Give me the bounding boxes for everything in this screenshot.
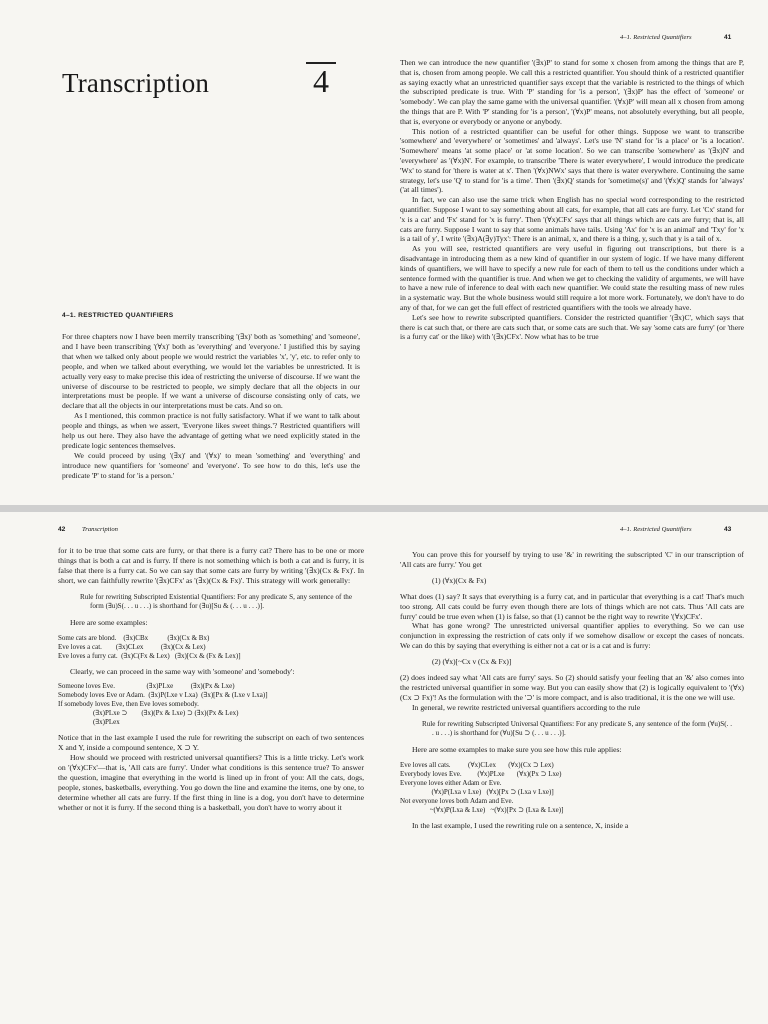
- paragraph: How should we proceed with restricted universal quantifiers? This is a little tricky. Let's work on '(∀x)CFx'—that is, 'All cats are furry'. Under what conditions is this sentence true? To answer the question, imagine that everything in the world is lined up in front of you: All the cats, dogs, people, stones, basketballs, everything. You go down the line and examine the items, one by one, to determine whether all cats are furry. If the first thing in line is a dog, you don't have to determine whether or not it is furry. If the second thing is a basketball, you don't have to worry about it: [58, 753, 364, 812]
- example-row: ~(∀x)P(Lxa & Lxe) ~(∀x)[Px ⊃ (Lxa & Lxe)]: [400, 805, 564, 814]
- page-40-body: [62, 332, 360, 481]
- examples-table: [58, 682, 364, 727]
- example-row: Everyone loves either Adam or Eve.: [400, 778, 502, 787]
- paragraph: Here are some examples to make sure you see how this rule applies:: [412, 744, 622, 754]
- section-heading: 4–1. RESTRICTED QUANTIFIERS: [62, 312, 174, 319]
- page-40: [0, 0, 384, 505]
- page-number: 43: [724, 526, 732, 533]
- example-row: Someone loves Eve. (∃x)PLxe (∃x)(Px & Lxe): [58, 682, 235, 691]
- page-43-body: [400, 550, 744, 831]
- example-row: If somebody loves Eve, then Eve loves somebody.: [58, 700, 199, 709]
- paragraph: Here are some examples:: [70, 617, 148, 627]
- paragraph: In general, we rewrite restricted universal quantifiers according to the rule: [412, 702, 641, 712]
- paragraph: For three chapters now I have been merrily transcribing '(∃x)' both as 'something' and 'someone', and I have been transcribing '(∀x)' both as 'everything' and 'everyone.' I justified this by saying that when we talked only about people we would restrict the variables 'x', 'y', etc. to refer only to people, and when we talked about everything, we would let the variables be unrestricted. It is actually very easy to make precise this idea of restricting the universe of discourse. If we want the universe of discourse to be restricted to people, we simply declare that all the objects in our interpretations must be people. If we want a universe of discourse consisting only of cats, we declare that all the objects in our interpretations must be cats. And so on.: [62, 332, 360, 411]
- formula-2: (2) (∀x)[~Cx v (Cx & Fx)]: [432, 657, 512, 667]
- running-head: 4–1. Restricted Quantifiers: [620, 34, 692, 41]
- paragraph: This notion of a restricted quantifier can be useful for other things. Suppose we want to transcribe 'somewhere' and 'everywhere' or 'sometimes' and 'always'. Let's use 'N' stand for 'is a place' or 'is a location'. 'Somewhere' means 'at some place' or 'at some location'. So we can transcribe 'somewhere' as '(∃x)N' and 'everywhere' as '(∀x)N'. For example, to transcribe 'There is water everywhere', I would introduce the predicate 'Wx' to stand for 'there is water at x'. Then '(∀x)NWx' says that there is water everywhere. Continuing the same strategy, let's use 'Q' to stand for 'is a time'. Then '(∃x)Q' stands for 'sometime(s)' and '(∀x)Q' stands for 'always' ('at all times').: [400, 126, 744, 195]
- paragraph: for it to be true that some cats are furry, or that there is a furry cat? There has to be one or more things that is both a cat and is furry. If there is not something which is both a cat and is furry, it is false that there is a furry cat. So we can say that some cats are furry by writing '(∃x)(Cx & Fx)'. In short, we can faithfully rewrite '(∃x)CFx' as '(∃x)(Cx & Fx)'. This strategy will work generally:: [58, 546, 364, 585]
- paragraph: In fact, we can also use the same trick when English has no special word corresponding to the restricted quantifier. Suppose I want to say something about all cats, for example, that all cats are furry. Let 'Cx' stand for 'x is a cat' and 'Fx' stand for 'x is furry'. Then '(∀x)CFx' says that all things which are cats are furry; that is, all cats are furry. Suppose I want to say that some animals have tails. Using 'Ax' for 'x is an animal' and 'Txy' for 'x is a tail of y', I write '(∃x)A(∃y)Tyx': There is an animal, x, and there is a thing, y, such that y is a tail of x.: [400, 195, 744, 244]
- paragraph: Notice that in the last example I used the rule for rewriting the subscript on each of two sentences X and Y, inside a compound sentence, X ⊃ Y.: [58, 733, 364, 753]
- rule-box: Rule for rewriting Subscripted Existential Quantifiers: For any predicate S, any sentence of the form (∃u)S(. . . u . . .) is shorthand for (∃u)[Su & (. . . u . . .)].: [80, 592, 352, 610]
- example-row: Eve loves all cats. (∀x)CLex (∀x)(Cx ⊃ Lex): [400, 760, 554, 769]
- examples-table: [400, 761, 744, 815]
- running-head: 4–1. Restricted Quantifiers: [620, 526, 692, 533]
- example-row: Not everyone loves both Adam and Eve.: [400, 796, 514, 805]
- paragraph: Then we can introduce the new quantifier '(∃x)P' to stand for some x chosen from among the things that are P, that is, chosen from among people. We call this a restricted quantifier. You should think of a restricted quantifier as saying exactly what an unrestricted quantifier says except that the variable is restricted to the things of which the subscripted predicate is true. With 'P' standing for 'is a person', '(∃x)P' has the effect of 'someone' or 'somebody'. We can play the same game with the universal quantifier. '(∀x)P' will mean all x chosen from among the things that are P. With 'P' standing for 'is a person', '(∀x)P' means, not absolutely everything, but all people, that is, everyone or everybody or anyone or anybody.: [400, 58, 744, 126]
- paragraph: (2) does indeed say what 'All cats are furry' says. So (2) should satisfy your feeling that an '&' also comes into the restricted universal quantifier in some way. But you can easily show that (2) is logically equivalent to '(∀x)(Cx ⊃ Fx)'! As the formulation with the '⊃' is more compact, and is also traditional, it is the one we will use.: [400, 673, 744, 702]
- rule-box: Rule for rewriting Subscripted Universal Quantifiers: For any predicate S, any sentence of the form (∀u)S(. . . u . . .) is shorthand for (∀u)[Su ⊃ (. . . u . . .)].: [422, 719, 732, 737]
- page-42-body: [58, 546, 364, 813]
- example-row: (∀x)P(Lxa v Lxe) (∀x)[Px ⊃ (Lxa v Lxe)]: [400, 787, 554, 796]
- example-row: Everybody loves Eve. (∀x)PLxe (∀x)(Px ⊃ Lxe): [400, 769, 562, 778]
- page-number: 42: [58, 526, 66, 533]
- example-row: Eve loves a furry cat. (∃x)C(Fx & Lex) (∃x)[Cx & (Fx & Lex)]: [58, 651, 241, 660]
- page-gutter-horizontal: [0, 505, 768, 512]
- paragraph: As I mentioned, this common practice is not fully satisfactory. What if we want to talk about people and things, as when we assert, 'Everyone likes sweet things.'? Restricted quantifiers will help us out here. They also have the advantage of getting what we need explicitly stated in the predicate logic sentences themselves.: [62, 411, 360, 450]
- paragraph: Clearly, we can proceed in the same way with 'someone' and 'somebody':: [70, 666, 295, 676]
- running-head: Transcription: [82, 526, 118, 533]
- paragraph: Let's see how to rewrite subscripted quantifiers. Consider the restricted quantifier '(∃x)C', which says that there is cat such that, or there are cats such that, or some cats are such that. We say 'some cats are furry' (or 'there is a furry cat' or the like) with '(∃x)CFx'. Now what has to be true: [400, 312, 744, 342]
- paragraph: As you will see, restricted quantifiers are very useful in figuring out transcriptions, but there is a disadvantage in introducing them as a new kind of quantifier in our system of logic. If we have many different kinds of quantifiers, we will have to specify a new rule for each of them to tell us the conditions under which a sentence formed with the quantifier is true. And when we get to checking the validity of arguments, we will have to have a new rule of inference to deal with each new quantifier. We could state the resulting mass of new rules in a systematic way. But the whole business would still require a lot more work. Fortunately, we don't have to do any of that, for we can get the full effect of restricted quantifiers with the tools we already have.: [400, 244, 744, 312]
- example-row: Some cats are blond. (∃x)CBx (∃x)(Cx & Bx): [58, 633, 210, 642]
- page-41: [384, 0, 768, 505]
- chapter-title: Transcription: [62, 68, 210, 98]
- paragraph: We could proceed by using '(∃x)' and '(∀x)' to mean 'something' and 'everything' and introduce new quantifiers for 'someone' and 'everyone'. To see how to do this, let's use the predicate 'P' to stand for 'is a person.': [62, 450, 360, 480]
- page-43: [384, 512, 768, 1024]
- paragraph: In the last example, I used the rewriting rule on a sentence, X, inside a: [412, 820, 629, 830]
- formula-1: (1) (∀x)(Cx & Fx): [432, 575, 487, 585]
- page-42: [0, 512, 384, 1024]
- examples-table: [58, 634, 364, 661]
- example-row: (∃x)PLxe ⊃ (∃x)(Px & Lxe) ⊃ (∃x)(Px & Lex): [58, 709, 239, 718]
- example-row: Somebody loves Eve or Adam. (∃x)P(Lxe v Lxa) (∃x)[Px & (Lxe v Lxa)]: [58, 691, 268, 700]
- page-number: 41: [724, 34, 732, 41]
- example-row: (∃x)PLex: [58, 718, 120, 727]
- paragraph: What does (1) say? It says that everything is a furry cat, and in particular that everything is a cat! That's much too strong. All cats could be furry even though there are lots of things which are not cats. Thus 'All cats are furry' could be true even when (1) is false, so that (1) cannot be the right way to rewrite '(∀x)CFx'.: [400, 591, 744, 621]
- page-41-body: [400, 58, 744, 342]
- example-row: Eve loves a cat. (∃x)CLex (∃x)(Cx & Lex): [58, 642, 206, 651]
- paragraph: What has gone wrong? The unrestricted universal quantifier applies to everything. So we can use conjunction in expressing the restriction of cats only if we somehow disallow or except the cases of noncats. We can do this by saying that everything is either not a cat or is a cat and is furry:: [400, 621, 744, 651]
- paragraph: You can prove this for yourself by trying to use '&' in rewriting the subscripted 'C' in our transcription of 'All cats are furry.' You get: [400, 550, 744, 569]
- chapter-number: 4: [306, 62, 336, 96]
